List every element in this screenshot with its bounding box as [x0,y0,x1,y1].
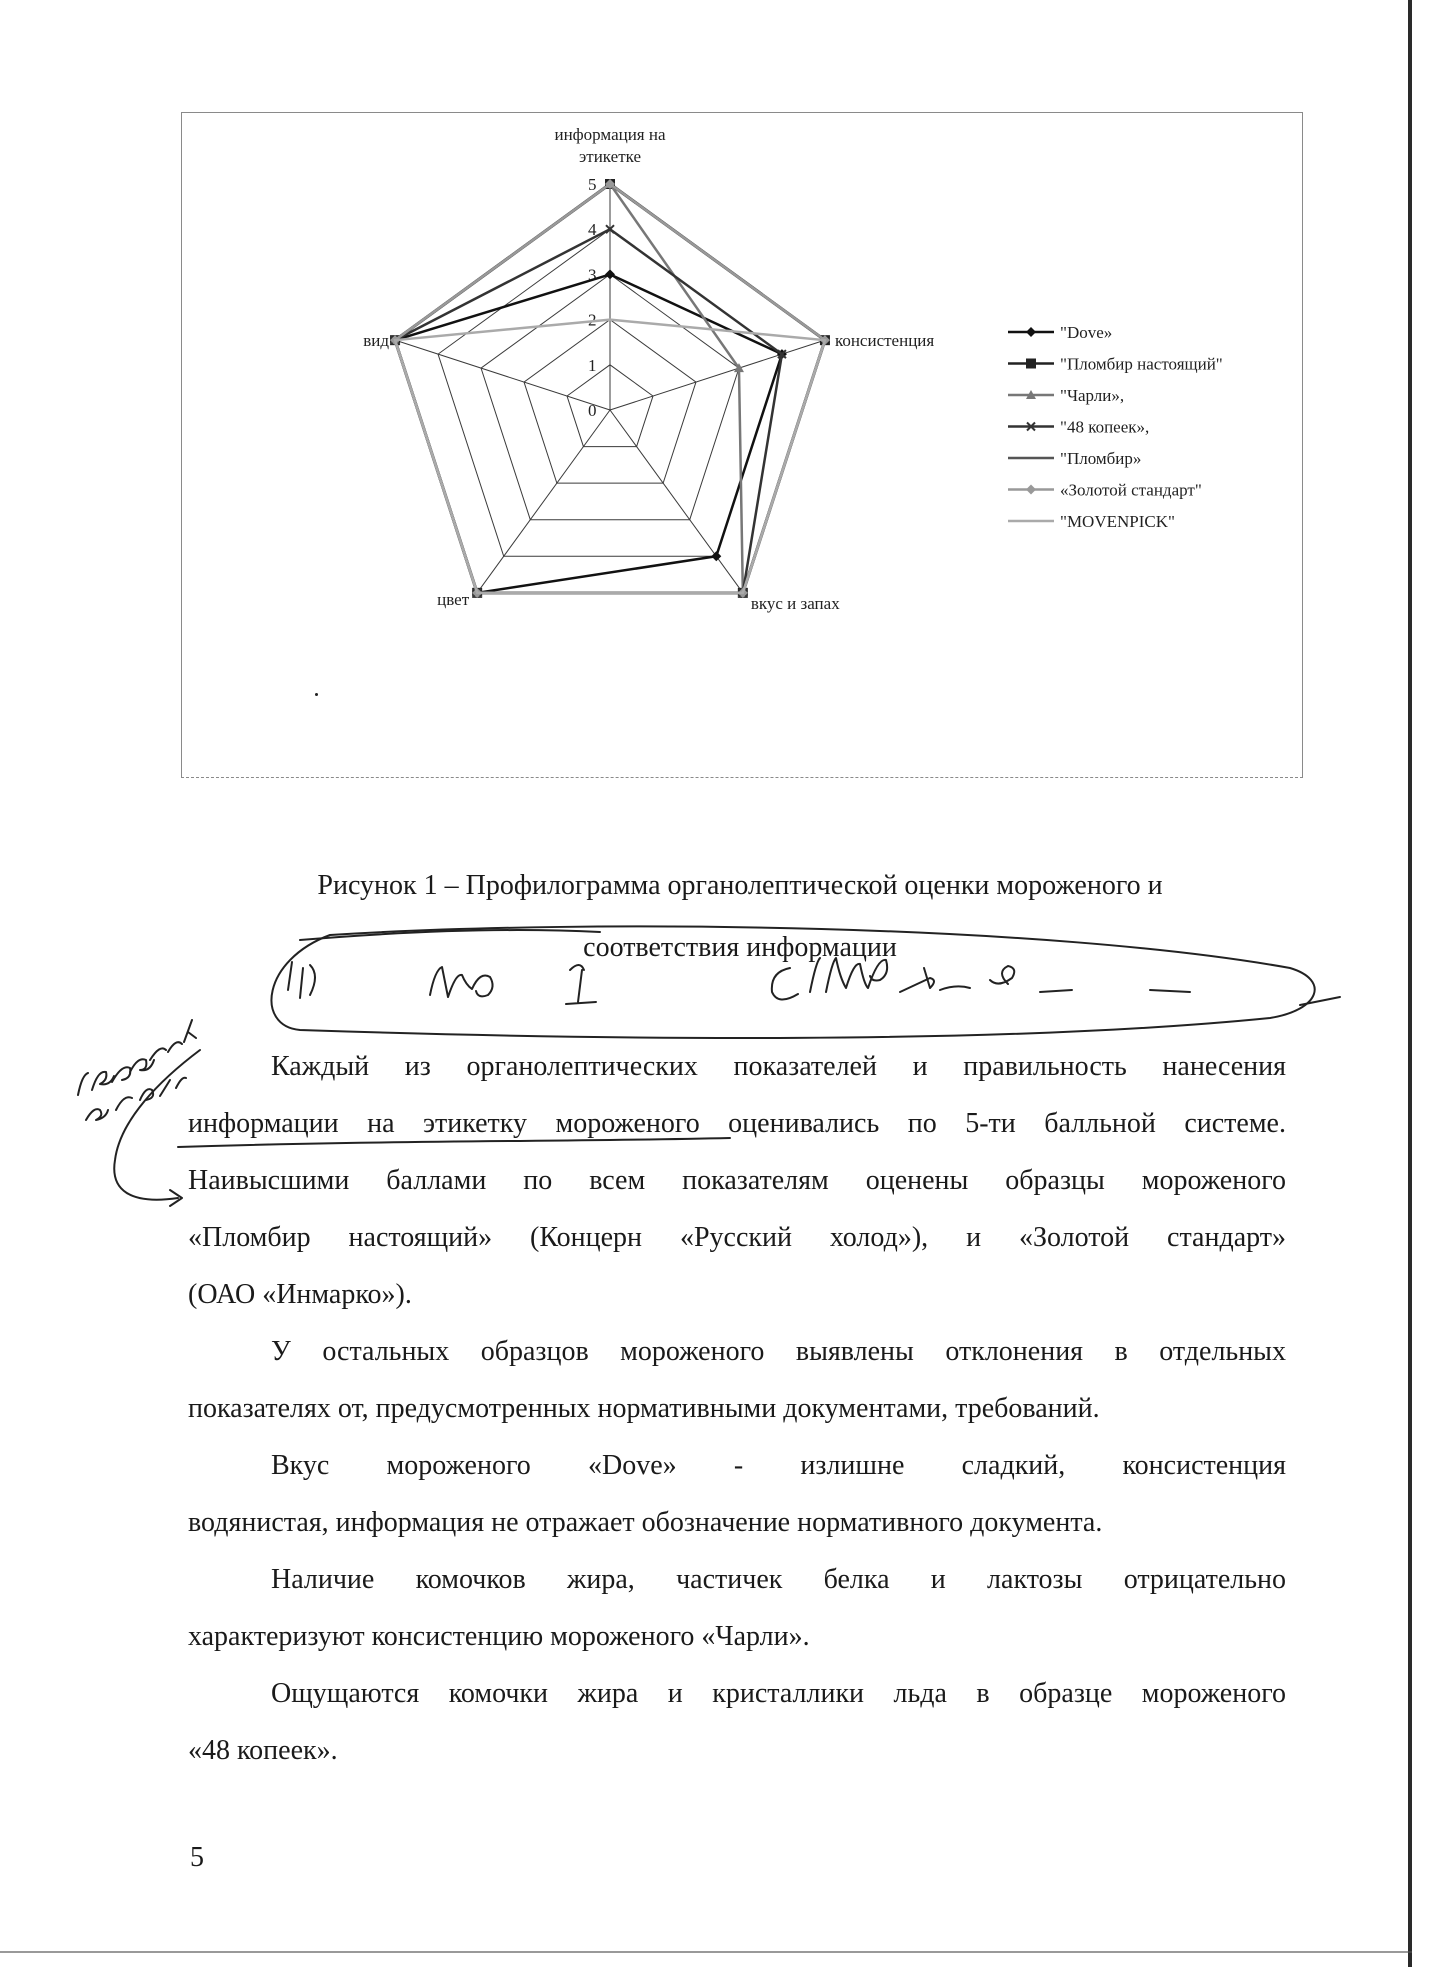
scale-label-5: 5 [588,175,597,194]
paragraph-3-line1: Вкус мороженого «Dove» - излишне сладкий, консистенция [271,1450,1286,1481]
axis-label-2: вкус и запах [750,593,840,613]
scan-right-edge [1408,0,1412,1967]
scale-label-2: 2 [588,310,597,330]
scale-label-1: 1 [588,355,597,375]
paragraph-1-line2: информации на этикетку мороженого оценивались по 5-ти балльной системе. [188,1108,1286,1139]
axis-label-4: вид [363,331,390,351]
legend-label-6: "MOVENPICK" [1060,512,1175,531]
scale-label-4: 4 [588,220,597,240]
radar-chart [182,113,1304,779]
legend-marker-5 [1026,485,1036,495]
series-0-point-0 [605,269,615,279]
legend-label-2: "Чарли», [1060,386,1125,405]
handwriting-margin-note [78,1020,196,1095]
handwriting-dash [1040,990,1190,992]
figure-caption-line1: Рисунок 1 – Профилограмма органолептической оценки мороженого и [317,870,1163,901]
paragraph-1-line5: (ОАО «Инмарко»). [188,1279,412,1310]
paragraph-4-line1: Наличие комочков жира, частичек белка и лактозы отрицательно [271,1564,1286,1595]
paragraph-1-line3: Наивысшими баллами по всем показателям оценены образцы мороженого [188,1165,1286,1196]
scale-label-3: 3 [588,265,597,285]
page-number: 5 [190,1842,204,1873]
legend-label-0: "Dove» [1060,323,1113,342]
paragraph-5-line1: Ощущаются комочки жира и кристаллики льда в образце мороженого [271,1678,1286,1709]
paragraph-5-line2: «48 копеек». [188,1735,338,1766]
axis-label-1: консистенция [834,331,935,351]
paragraph-1-line4: «Пломбир настоящий» (Концерн «Русский холод»), и «Золотой стандарт» [188,1222,1286,1253]
axis-spoke-4 [395,340,610,410]
series-0-point-2 [711,551,721,561]
legend-label-1: "Пломбир настоящий" [1060,354,1223,374]
legend-label-4: "Пломбир» [1060,449,1142,468]
legend-marker-0 [1026,327,1036,337]
legend-label-5: «Золотой стандарт" [1060,480,1202,500]
paragraph-2-line1: У остальных образцов мороженого выявлены отклонения в отдельных [271,1336,1286,1367]
paragraph-3-line2: водянистая, информация не отражает обозначение нормативного документа. [188,1507,1103,1538]
scan-bottom-line [0,1951,1412,1953]
axis-label-info-line1: информация на [554,125,666,144]
axis-spoke-3 [477,410,610,593]
axis-spoke-2 [610,410,743,593]
scan-dot [315,693,318,696]
legend-label-3: "48 копеек», [1060,417,1150,437]
paragraph-4-line2: характеризуют консистенцию мороженого «Чарли». [188,1621,810,1652]
series-line-2 [395,184,743,593]
handwriting-tail [1300,997,1340,1005]
figure-frame [181,112,1303,778]
axis-spoke-1 [610,340,825,410]
axis-label-info-line2: этикетке [578,147,642,166]
legend-marker-1 [1026,359,1036,369]
figure-caption-line2: соответствия информации [583,932,897,963]
axis-label-3: цвет [437,589,470,609]
paragraph-2-line2: показателях от, предусмотренных нормативными документами, требований. [188,1393,1100,1424]
paragraph-1-line1: Каждый из органолептических показателей и правильность нанесения [271,1051,1286,1082]
scale-label-0: 0 [588,401,597,420]
